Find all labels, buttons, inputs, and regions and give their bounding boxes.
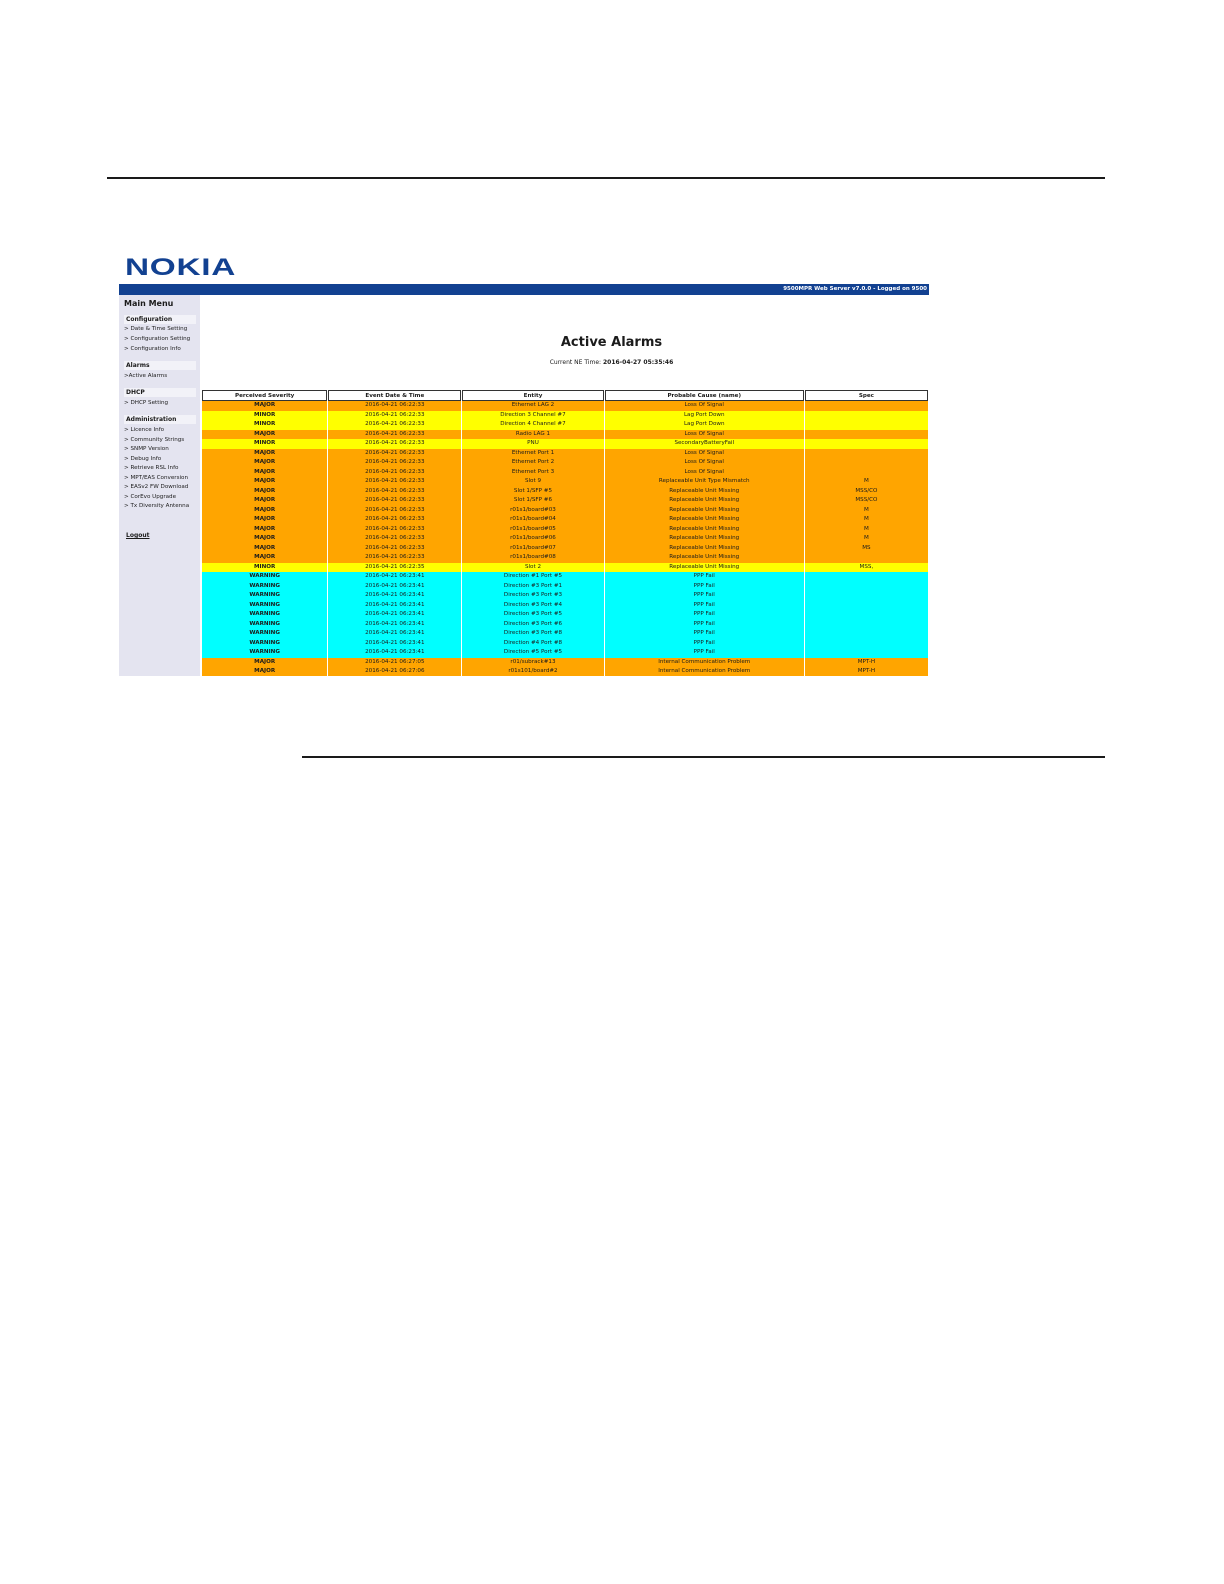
table-cell: PPP Fail (605, 601, 804, 611)
table-cell: Direction #3 Port #8 (462, 629, 603, 639)
table-cell: 2016-04-21 06:22:33 (328, 553, 461, 563)
table-cell (805, 639, 928, 649)
table-cell: 2016-04-21 06:22:33 (328, 487, 461, 497)
table-cell: 2016-04-21 06:27:05 (328, 658, 461, 668)
table-cell (805, 582, 928, 592)
table-cell: 2016-04-21 06:27:06 (328, 667, 461, 676)
top-banner (119, 284, 929, 295)
table-cell: Replaceable Unit Missing (605, 515, 804, 525)
ne-time-label: Current NE Time: (549, 359, 602, 366)
table-cell: r01s1/board#06 (462, 534, 603, 544)
section-configuration: Configuration (124, 315, 196, 324)
section-dhcp: DHCP (124, 388, 196, 397)
table-cell: Ethernet Port 2 (462, 458, 603, 468)
table-cell: PPP Fail (605, 582, 804, 592)
table-cell: MSS/CO (805, 496, 928, 506)
table-row[interactable] (202, 582, 928, 592)
table-cell: MAJOR (202, 496, 327, 506)
table-cell: MAJOR (202, 506, 327, 516)
table-cell: Direction #3 Port #1 (462, 582, 603, 592)
table-cell: r01s1/board#08 (462, 553, 603, 563)
table-cell (805, 629, 928, 639)
table-row[interactable] (202, 563, 928, 573)
menu-item-snmp-version[interactable]: > SNMP Version (124, 446, 169, 452)
nokia-logo-icon (125, 256, 237, 278)
table-cell: MAJOR (202, 468, 327, 478)
table-cell (805, 401, 928, 411)
nokia-logo (125, 256, 237, 278)
table-cell: 2016-04-21 06:23:41 (328, 648, 461, 658)
table-cell: WARNING (202, 572, 327, 582)
table-cell: Ethernet LAG 2 (462, 401, 603, 411)
table-cell: Loss Of Signal (605, 401, 804, 411)
table-row[interactable] (202, 411, 928, 421)
table-cell: r01s1/board#04 (462, 515, 603, 525)
table-cell: 2016-04-21 06:22:33 (328, 506, 461, 516)
table-cell: PPP Fail (605, 610, 804, 620)
table-cell: MINOR (202, 411, 327, 421)
table-cell (805, 468, 928, 478)
table-cell: Internal Communication Problem (605, 667, 804, 676)
table-cell (805, 430, 928, 440)
server-info-text: 9500MPR Web Server v7.0.0 - Logged on 9500 (783, 286, 927, 292)
table-cell: 2016-04-21 06:22:33 (328, 430, 461, 440)
table-cell: PNU (462, 439, 603, 449)
table-cell: M (805, 534, 928, 544)
table-cell: 2016-04-21 06:22:33 (328, 458, 461, 468)
table-cell: 2016-04-21 06:23:41 (328, 591, 461, 601)
menu-item-mpt-eas-conversion[interactable]: > MPT/EAS Conversion (124, 475, 189, 481)
table-row[interactable] (202, 601, 928, 611)
table-cell: Direction #3 Port #4 (462, 601, 603, 611)
table-row[interactable] (202, 648, 928, 658)
table-row[interactable] (202, 477, 928, 487)
table-row[interactable] (202, 468, 928, 478)
table-cell: 2016-04-21 06:22:33 (328, 401, 461, 411)
page-rule-bottom (302, 756, 1105, 758)
table-row[interactable] (202, 544, 928, 554)
table-cell: MAJOR (202, 430, 327, 440)
table-cell (805, 648, 928, 658)
table-cell: Slot 1/SFP #6 (462, 496, 603, 506)
page-rule-top (107, 177, 1105, 179)
table-cell: MAJOR (202, 458, 327, 468)
table-row[interactable] (202, 496, 928, 506)
table-cell: MINOR (202, 420, 327, 430)
table-cell: Direction 3 Channel #7 (462, 411, 603, 421)
table-cell: 2016-04-21 06:23:41 (328, 620, 461, 630)
table-row[interactable] (202, 629, 928, 639)
table-cell: SecondaryBatteryFail (605, 439, 804, 449)
table-cell: Slot 1/SFP #5 (462, 487, 603, 497)
table-cell: 2016-04-21 06:22:33 (328, 496, 461, 506)
table-cell: Replaceable Unit Missing (605, 563, 804, 573)
table-cell: PPP Fail (605, 629, 804, 639)
menu-item-community-strings[interactable]: > Community Strings (124, 437, 185, 443)
table-cell: Replaceable Unit Missing (605, 534, 804, 544)
table-cell: Loss Of Signal (605, 468, 804, 478)
table-cell: MAJOR (202, 401, 327, 411)
table-row[interactable] (202, 506, 928, 516)
table-cell (805, 620, 928, 630)
table-cell: Direction #3 Port #5 (462, 610, 603, 620)
table-cell: PPP Fail (605, 591, 804, 601)
table-row[interactable] (202, 553, 928, 563)
table-cell (805, 610, 928, 620)
table-cell: r01s1/board#03 (462, 506, 603, 516)
table-cell (805, 439, 928, 449)
table-cell: MPT-H (805, 667, 928, 676)
table-cell: MAJOR (202, 534, 327, 544)
alarm-rows (202, 401, 928, 676)
table-cell: MAJOR (202, 544, 327, 554)
section-alarms: Alarms (124, 361, 196, 370)
menu-item-tx-diversity-antenna[interactable]: > Tx Diversity Antenna (124, 503, 190, 509)
table-cell: Replaceable Unit Missing (605, 506, 804, 516)
menu-item-date-time-setting[interactable]: > Date & Time Setting (124, 326, 188, 332)
table-cell (805, 449, 928, 459)
table-cell: 2016-04-21 06:22:33 (328, 534, 461, 544)
table-cell: MAJOR (202, 658, 327, 668)
table-cell: WARNING (202, 582, 327, 592)
table-row[interactable] (202, 572, 928, 582)
table-cell: MS (805, 544, 928, 554)
table-cell: MINOR (202, 563, 327, 573)
table-row[interactable] (202, 458, 928, 468)
table-cell: MAJOR (202, 525, 327, 535)
table-cell: Ethernet Port 1 (462, 449, 603, 459)
table-cell: 2016-04-21 06:23:41 (328, 582, 461, 592)
screenshot-frame (119, 250, 929, 676)
table-row[interactable] (202, 610, 928, 620)
table-cell: Loss Of Signal (605, 449, 804, 459)
table-cell: Slot 2 (462, 563, 603, 573)
table-cell: Replaceable Unit Type Mismatch (605, 477, 804, 487)
table-cell: Lag Port Down (605, 420, 804, 430)
table-cell: MAJOR (202, 515, 327, 525)
table-row[interactable] (202, 667, 928, 676)
table-header-row (202, 390, 928, 401)
table-cell: M (805, 506, 928, 516)
ne-time-value: 2016-04-27 05:35:46 (602, 359, 674, 366)
table-cell: Loss Of Signal (605, 458, 804, 468)
table-cell: 2016-04-21 06:22:33 (328, 544, 461, 554)
menu-item-corevo-upgrade[interactable]: > CorEvo Upgrade (124, 494, 177, 500)
table-cell: 2016-04-21 06:23:41 (328, 610, 461, 620)
table-cell (805, 458, 928, 468)
table-cell: Replaceable Unit Missing (605, 525, 804, 535)
column-header[interactable]: Perceived Severity (202, 390, 327, 401)
table-cell: WARNING (202, 629, 327, 639)
menu-item-easv2-fw-download[interactable]: > EASv2 FW Download (124, 484, 189, 490)
table-cell: 2016-04-21 06:22:33 (328, 420, 461, 430)
page-title: Active Alarms (560, 335, 663, 350)
table-cell: MPT-H (805, 658, 928, 668)
table-cell: Replaceable Unit Missing (605, 487, 804, 497)
table-cell: M (805, 525, 928, 535)
main-content (200, 295, 929, 676)
table-cell: Ethernet Port 3 (462, 468, 603, 478)
table-row[interactable] (202, 639, 928, 649)
menu-item-retrieve-rsl-info[interactable]: > Retrieve RSL Info (124, 465, 179, 471)
table-cell: Replaceable Unit Missing (605, 553, 804, 563)
table-cell: Direction #1 Port #5 (462, 572, 603, 582)
table-row[interactable] (202, 534, 928, 544)
table-row[interactable] (202, 525, 928, 535)
table-cell: Direction #3 Port #3 (462, 591, 603, 601)
table-cell: PPP Fail (605, 572, 804, 582)
table-row[interactable] (202, 620, 928, 630)
table-cell: Slot 9 (462, 477, 603, 487)
table-cell: Lag Port Down (605, 411, 804, 421)
table-row[interactable] (202, 439, 928, 449)
menu-item-licence-info[interactable]: > Licence Info (124, 427, 165, 433)
column-header[interactable]: Probable Cause (name) (605, 390, 804, 401)
table-cell: r01/subrack#13 (462, 658, 603, 668)
menu-item-dhcp-setting[interactable]: > DHCP Setting (124, 400, 169, 406)
table-cell: MAJOR (202, 449, 327, 459)
table-cell: Direction #3 Port #6 (462, 620, 603, 630)
table-cell: MAJOR (202, 553, 327, 563)
table-cell: r01s101/board#2 (462, 667, 603, 676)
table-cell: WARNING (202, 639, 327, 649)
logout-link[interactable]: Logout (126, 532, 150, 539)
table-cell: PPP Fail (605, 639, 804, 649)
table-cell (805, 572, 928, 582)
table-cell: PPP Fail (605, 648, 804, 658)
table-cell (805, 591, 928, 601)
svg-text:NOKIA: NOKIA (125, 256, 236, 278)
table-cell: 2016-04-21 06:22:33 (328, 449, 461, 459)
table-cell: Internal Communication Problem (605, 658, 804, 668)
table-cell: 2016-04-21 06:23:41 (328, 572, 461, 582)
table-cell: 2016-04-21 06:22:33 (328, 515, 461, 525)
table-cell: 2016-04-21 06:23:41 (328, 629, 461, 639)
alarms-table (201, 390, 929, 676)
main-menu-title: Main Menu (124, 299, 174, 308)
table-cell: 2016-04-21 06:23:41 (328, 601, 461, 611)
table-cell: 2016-04-21 06:22:33 (328, 439, 461, 449)
table-cell: M (805, 477, 928, 487)
current-ne-time (200, 359, 929, 366)
table-row[interactable] (202, 449, 928, 459)
table-cell: M (805, 515, 928, 525)
table-cell: MSS/CO (805, 487, 928, 497)
table-cell: 2016-04-21 06:22:33 (328, 477, 461, 487)
table-row[interactable] (202, 591, 928, 601)
table-cell: WARNING (202, 601, 327, 611)
menu-item-active-alarms[interactable]: >Active Alarms (124, 373, 168, 379)
table-row[interactable] (202, 420, 928, 430)
table-cell: PPP Fail (605, 620, 804, 630)
table-cell: MAJOR (202, 667, 327, 676)
table-cell: WARNING (202, 591, 327, 601)
table-cell: Radio LAG 1 (462, 430, 603, 440)
table-row[interactable] (202, 658, 928, 668)
section-administration: Administration (124, 415, 196, 424)
column-header[interactable]: Entity (462, 390, 603, 401)
table-row[interactable] (202, 401, 928, 411)
table-cell: Replaceable Unit Missing (605, 544, 804, 554)
table-cell: Direction 4 Channel #7 (462, 420, 603, 430)
table-cell: Direction #5 Port #5 (462, 648, 603, 658)
table-cell: r01s1/board#05 (462, 525, 603, 535)
menu-item-debug-info[interactable]: > Debug Info (124, 456, 162, 462)
table-cell (805, 411, 928, 421)
column-header[interactable]: Event Date & Time (328, 390, 461, 401)
table-cell: 2016-04-21 06:23:41 (328, 639, 461, 649)
table-cell: 2016-04-21 06:22:33 (328, 411, 461, 421)
table-cell (805, 420, 928, 430)
column-header[interactable]: Spec (805, 390, 928, 401)
menu-item-configuration-setting[interactable]: > Configuration Setting (124, 336, 191, 342)
table-cell: r01s1/board#07 (462, 544, 603, 554)
table-cell: MAJOR (202, 487, 327, 497)
table-cell: MSS, (805, 563, 928, 573)
table-row[interactable] (202, 430, 928, 440)
table-cell: Replaceable Unit Missing (605, 496, 804, 506)
sidebar (119, 295, 200, 676)
table-cell: Direction #4 Port #8 (462, 639, 603, 649)
table-cell: Loss Of Signal (605, 430, 804, 440)
table-cell: WARNING (202, 620, 327, 630)
table-row[interactable] (202, 515, 928, 525)
table-cell: 2016-04-21 06:22:35 (328, 563, 461, 573)
table-cell (805, 553, 928, 563)
table-cell: WARNING (202, 648, 327, 658)
table-row[interactable] (202, 487, 928, 497)
table-cell: MINOR (202, 439, 327, 449)
table-cell: WARNING (202, 610, 327, 620)
table-cell: 2016-04-21 06:22:33 (328, 468, 461, 478)
table-cell: 2016-04-21 06:22:33 (328, 525, 461, 535)
table-cell (805, 601, 928, 611)
menu-item-configuration-info[interactable]: > Configuration Info (124, 346, 181, 352)
table-cell: MAJOR (202, 477, 327, 487)
